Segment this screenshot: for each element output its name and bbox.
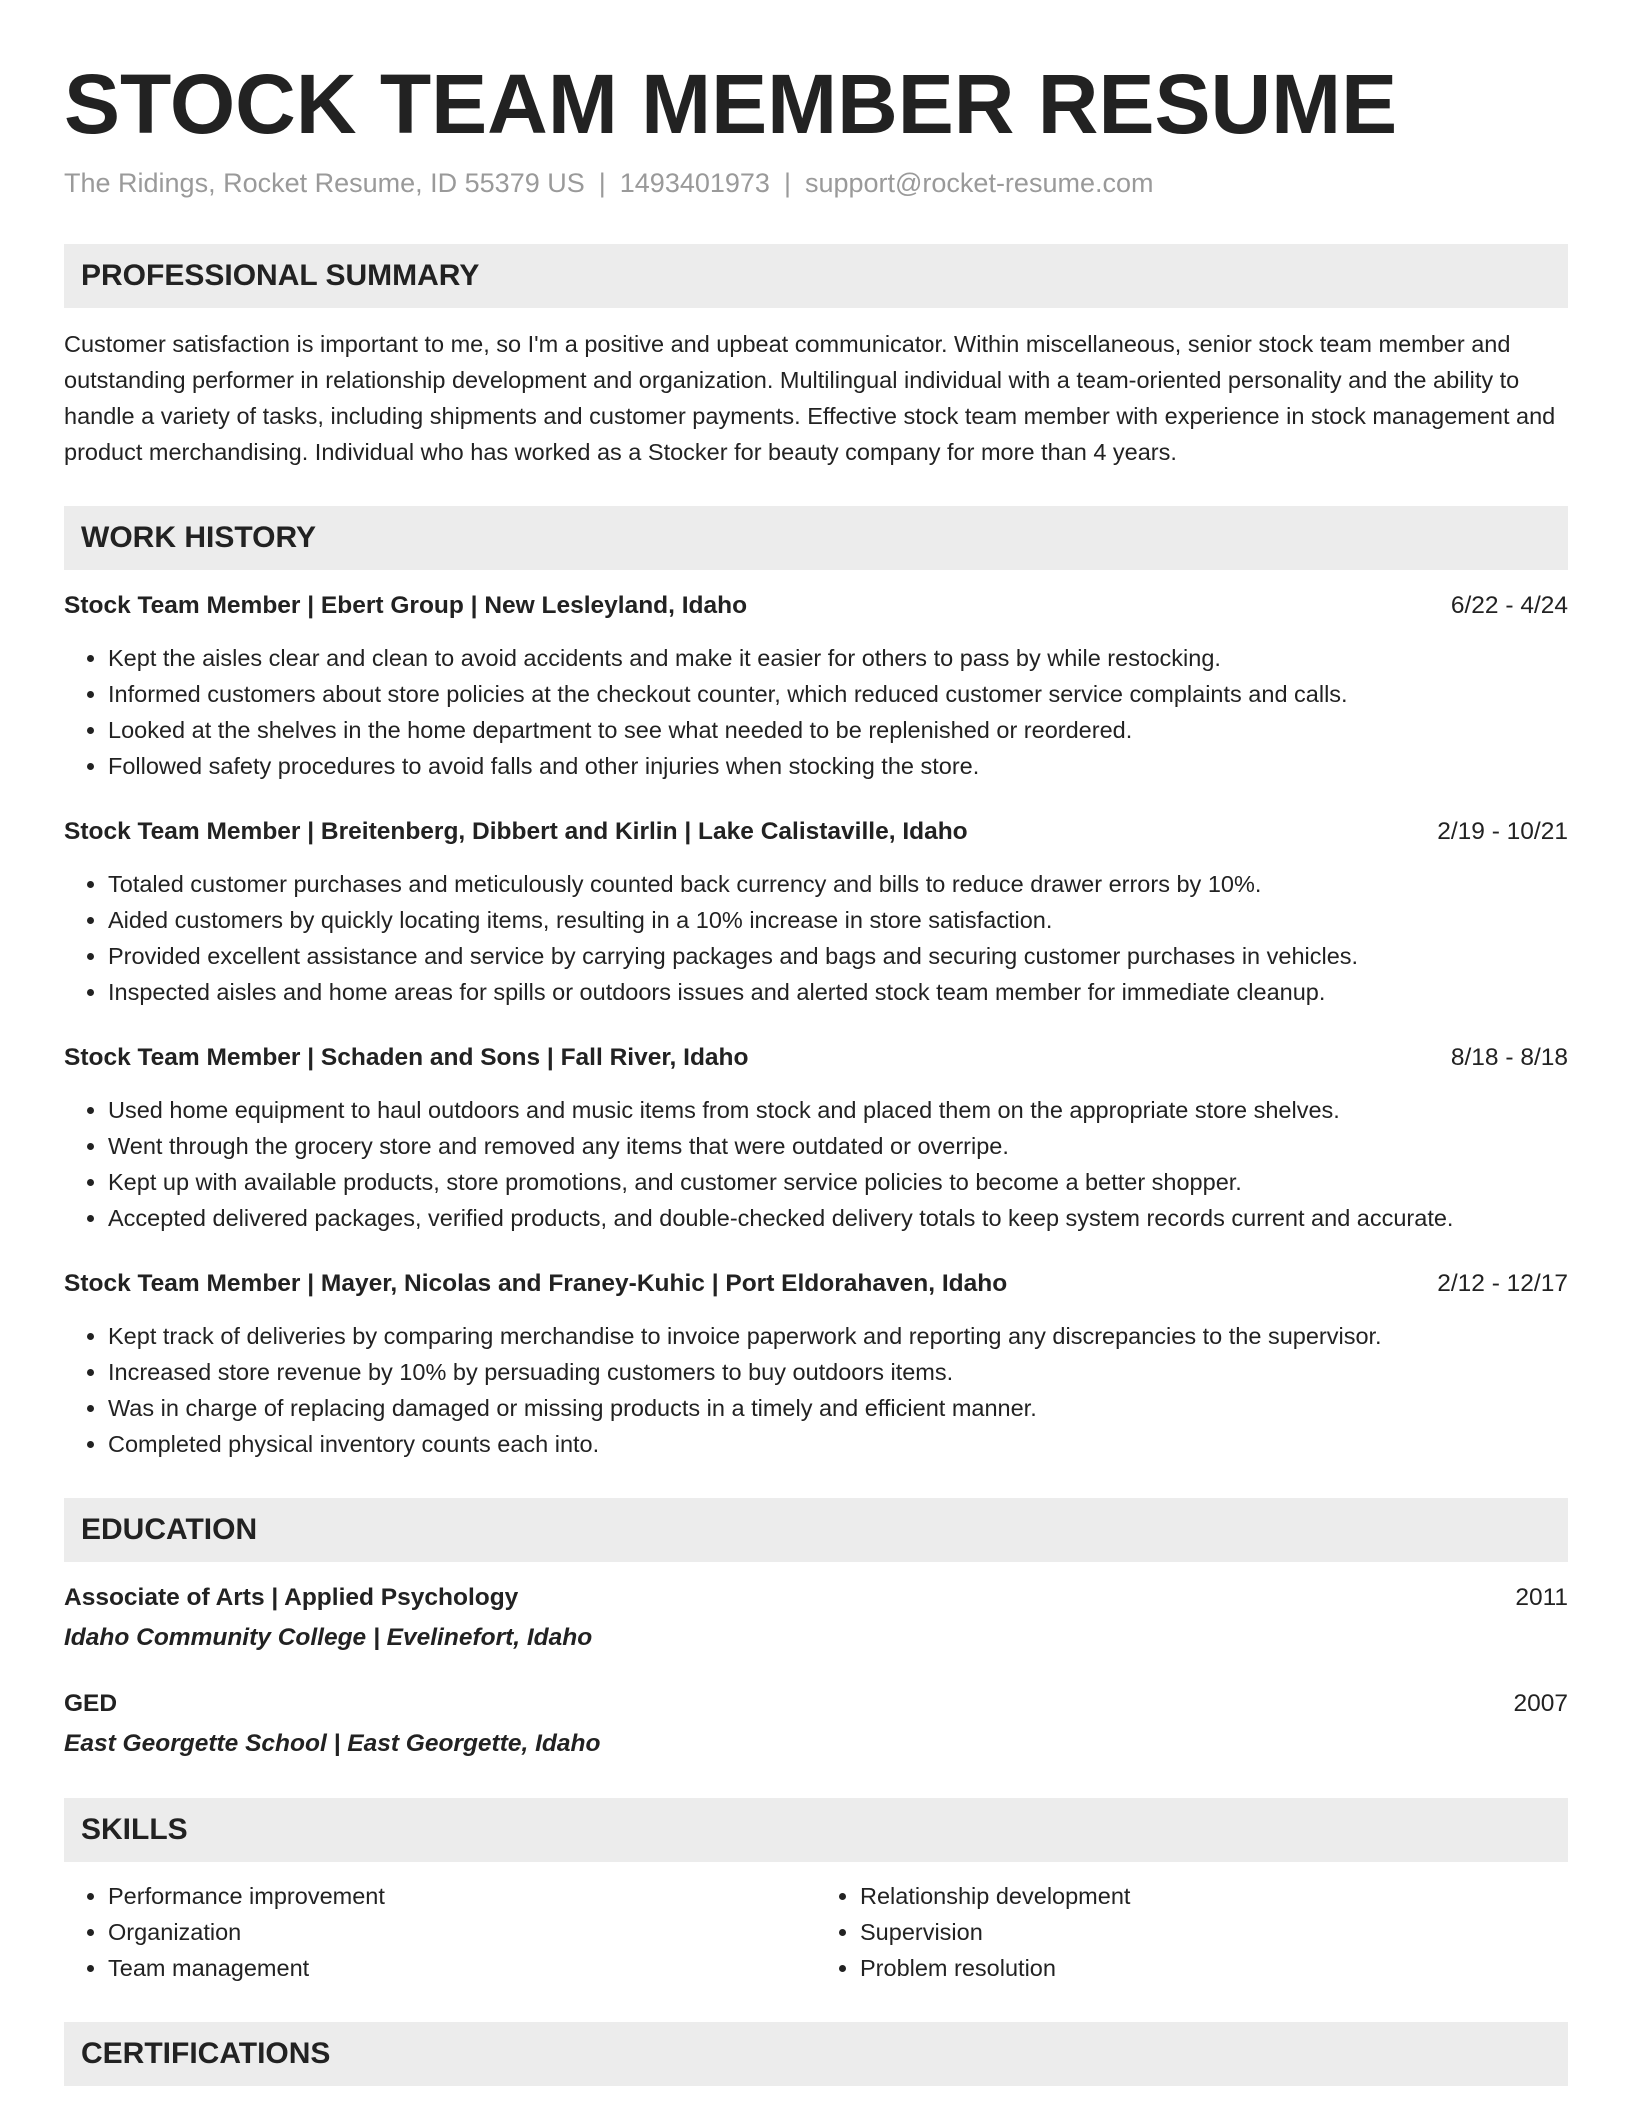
education-school: Idaho Community College | Evelinefort, Idaho [64,1624,593,1651]
skills-column-left [64,1878,816,1986]
job-bullet: • Was in charge of replacing damaged or missing products in a timely and efficient manner. [108,1390,1568,1426]
education-degree: GED [64,1690,118,1717]
resume-title: STOCK TEAM MEMBER RESUME [64,57,1398,151]
skill-item: • Team management [108,1950,816,1986]
job-bullet: • Used home equipment to haul outdoors and music items from stock and placed them on the appropriate store shelves. [108,1092,1568,1128]
job-entry [64,1040,1568,1236]
section-heading-skills: SKILLS [64,1798,1568,1862]
job-bullet: • Looked at the shelves in the home department to see what needed to be replenished or reordered. [108,712,1568,748]
skill-item: • Supervision [860,1914,1568,1950]
education-year: 2011 [1515,1584,1568,1611]
job-bullet: • Completed physical inventory counts each into. [108,1426,1568,1462]
job-dates: 8/18 - 8/18 [1450,1044,1568,1071]
education-school: East Georgette School | East Georgette, Idaho [64,1730,601,1757]
section-heading-work-history: WORK HISTORY [64,506,1568,570]
job-title: Stock Team Member | Breitenberg, Dibbert and Kirlin | Lake Calistaville, Idaho [64,818,968,845]
job-bullets [64,866,1568,1010]
job-bullet: • Followed safety procedures to avoid falls and other injuries when stocking the store. [108,748,1568,784]
summary-text: Customer satisfaction is important to me, so I'm a positive and upbeat communicator. Within miscellaneous, senior stock team member and outstanding performer in relationship development and organization. Multilingual individual with a team-oriented personality and the ability to handle a variety of tasks, including shipments and customer payments. Effective stock team member with experience in stock management and product merchandising. Individual who has worked as a Stocker for beauty company for more than 4 years. [64,331,1556,465]
job-bullet: • Aided customers by quickly locating items, resulting in a 10% increase in store satisfaction. [108,902,1568,938]
education-year: 2007 [1513,1690,1568,1717]
job-bullets [64,640,1568,784]
job-entry [64,588,1568,784]
job-bullet: • Provided excellent assistance and service by carrying packages and bags and securing customer purchases in vehicles. [108,938,1568,974]
job-entry [64,1266,1568,1462]
section-heading-certifications: CERTIFICATIONS [64,2022,1568,2086]
skill-item: • Organization [108,1914,816,1950]
job-title: Stock Team Member | Ebert Group | New Lesleyland, Idaho [64,592,748,619]
job-dates: 2/19 - 10/21 [1437,818,1568,845]
job-bullet: • Inspected aisles and home areas for spills or outdoors issues and alerted stock team member for immediate cleanup. [108,974,1568,1010]
education-entry [64,1580,1568,1656]
job-bullets [64,1318,1568,1462]
section-heading-education: EDUCATION [64,1498,1568,1562]
job-title: Stock Team Member | Schaden and Sons | Fall River, Idaho [64,1044,749,1071]
education-degree: Associate of Arts | Applied Psychology [64,1584,519,1611]
job-dates: 6/22 - 4/24 [1450,592,1568,619]
job-bullet: • Kept up with available products, store promotions, and customer service policies to become a better shopper. [108,1164,1568,1200]
job-bullet: • Accepted delivered packages, verified products, and double-checked delivery totals to keep system records current and accurate. [108,1200,1568,1236]
job-dates: 2/12 - 12/17 [1437,1270,1568,1297]
skills-list [64,1878,1568,1986]
job-bullets [64,1092,1568,1236]
skill-item: • Problem resolution [860,1950,1568,1986]
contact-separator: | [783,168,791,198]
education-entry [64,1686,1568,1762]
job-entry [64,814,1568,1010]
job-bullet: • Went through the grocery store and removed any items that were outdated or overripe. [108,1128,1568,1164]
skills-column-right [816,1878,1568,1986]
job-bullet: • Totaled customer purchases and meticulously counted back currency and bills to reduce drawer errors by 10%. [108,866,1568,902]
skill-item: • Relationship development [860,1878,1568,1914]
contact-address: The Ridings, Rocket Resume, ID 55379 US [64,168,585,198]
skill-item: • Performance improvement [108,1878,816,1914]
contact-email: support@rocket-resume.com [804,168,1154,198]
contact-phone: 1493401973 [619,168,770,198]
section-heading-summary: PROFESSIONAL SUMMARY [64,244,1568,308]
job-bullet: • Informed customers about store policies at the checkout counter, which reduced customer service complaints and calls. [108,676,1568,712]
job-bullet: • Increased store revenue by 10% by persuading customers to buy outdoors items. [108,1354,1568,1390]
contact-separator: | [598,168,606,198]
job-bullet: • Kept the aisles clear and clean to avoid accidents and make it easier for others to pass by while restocking. [108,640,1568,676]
job-bullet: • Kept track of deliveries by comparing merchandise to invoice paperwork and reporting any discrepancies to the supervisor. [108,1318,1568,1354]
contact-line [64,166,1568,200]
job-title: Stock Team Member | Mayer, Nicolas and Franey-Kuhic | Port Eldorahaven, Idaho [64,1270,1008,1297]
